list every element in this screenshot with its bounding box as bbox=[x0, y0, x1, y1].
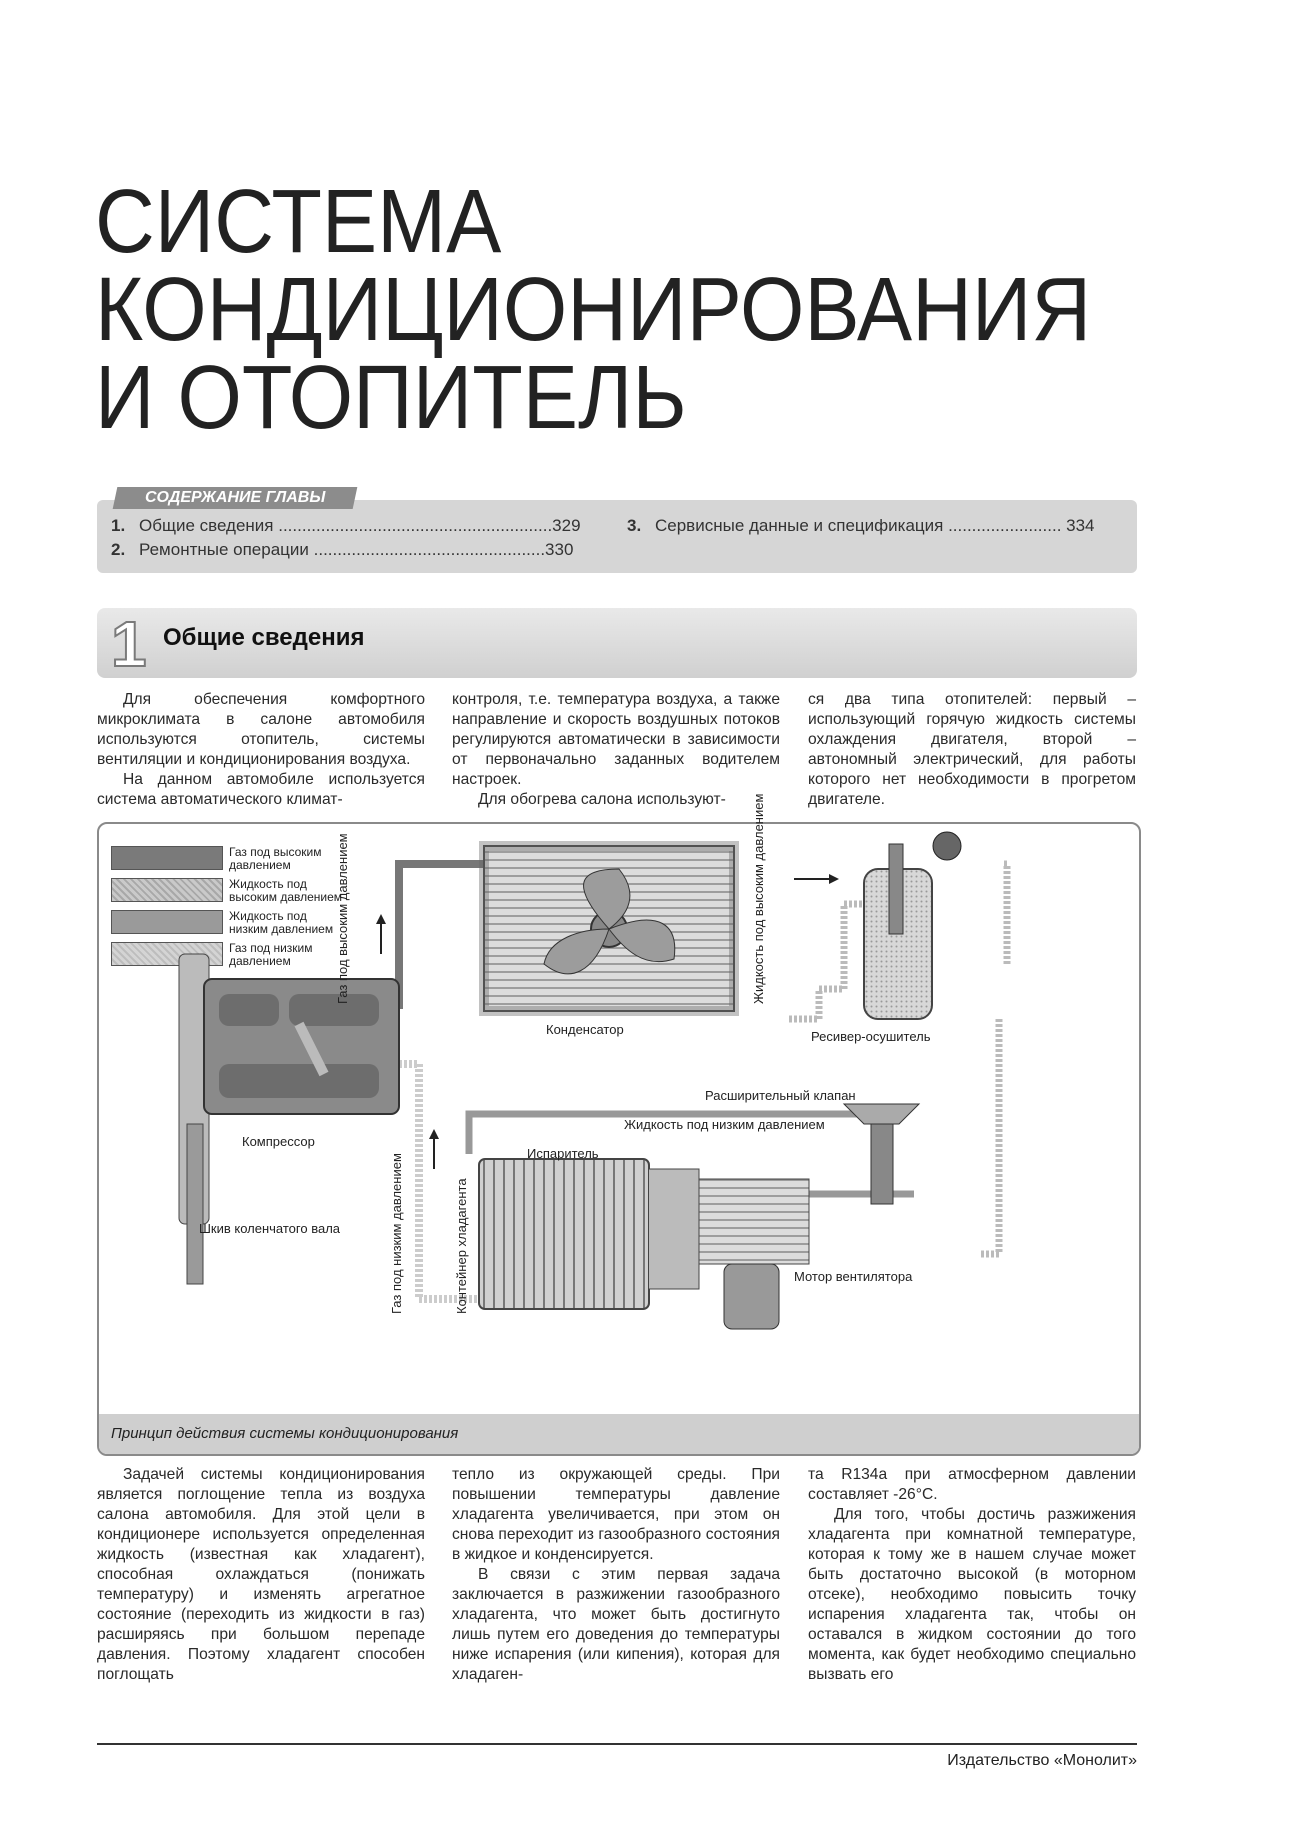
footer-rule bbox=[97, 1743, 1137, 1745]
label-liquid-low: Жидкость под низким давлением bbox=[624, 1117, 825, 1132]
label-compressor: Компрессор bbox=[242, 1134, 315, 1149]
label-container-vertical: Контейнер хладагента bbox=[454, 1178, 469, 1314]
paragraph: В связи с этим первая задача заключается в разжижении газообразного хладагента, что может быть достигнуто лишь путем его доведения до температуры ниже испарения (или кипения), которая для хладаген- bbox=[452, 1566, 780, 1683]
body-column-3 bbox=[808, 1465, 1136, 1685]
paragraph: ся два типа отопителей: первый – использующий горячую жидкость системы охлаждения двигателя, второй – автономный электрический, для работы которого нет необходимости в прогретом двигателе. bbox=[808, 691, 1136, 808]
contents-heading: СОДЕРЖАНИЕ ГЛАВЫ bbox=[113, 487, 358, 509]
legend-label: Газ под низким давлением bbox=[229, 941, 313, 968]
receiver-dryer bbox=[864, 832, 961, 1019]
intro-column-3 bbox=[808, 690, 1136, 810]
intro-column-2 bbox=[452, 690, 780, 810]
label-pulley: Шкив коленчатого вала bbox=[199, 1221, 341, 1236]
paragraph: та R134a при атмосферном давлении составляет -26°С. bbox=[808, 1466, 1136, 1503]
paragraph: Для обогрева салона используют- bbox=[478, 791, 726, 808]
paragraph: тепло из окружающей среды. При повышении температуры давление хладагента увеличивается, при этом он снова переходит из газообразного состояния в жидкое и конденсируется. bbox=[452, 1466, 780, 1563]
expansion-valve bbox=[844, 1104, 919, 1204]
paragraph: На данном автомобиле используется система автоматического климат- bbox=[97, 771, 425, 808]
legend-label: Газ под высоким давлением bbox=[229, 845, 322, 872]
toc-item-1[interactable]: 1. Общие сведения ..........................................................329 bbox=[111, 516, 581, 535]
chapter-contents bbox=[97, 489, 1137, 573]
label-gas-low-vertical: Газ под низким давлением bbox=[389, 1153, 404, 1314]
publisher-footer: Издательство «Монолит» bbox=[947, 1752, 1137, 1769]
paragraph: контроля, т.е. температура воздуха, а также направление и скорость воздушных потоков регулируются автоматически в зависимости от первоначально заданных водителем настроек. bbox=[452, 691, 780, 788]
body-column-1 bbox=[97, 1465, 425, 1685]
title-line-3: И ОТОПИТЕЛЬ bbox=[95, 348, 687, 448]
label-condenser: Конденсатор bbox=[546, 1022, 624, 1037]
paragraph: Для обеспечения комфортного микроклимата в салоне автомобиля используются отопитель, системы вентиляции и кондиционирования воздуха. bbox=[97, 691, 425, 768]
evaporator bbox=[479, 1159, 809, 1329]
label-receiver: Ресивер-осушитель bbox=[811, 1029, 931, 1044]
section-header bbox=[97, 608, 1137, 678]
intro-column-1 bbox=[97, 690, 425, 810]
section-number: 1 bbox=[111, 608, 147, 680]
toc-item-2[interactable]: 2. Ремонтные операции .................................................330 bbox=[111, 540, 574, 559]
chapter-title bbox=[95, 172, 1178, 448]
paragraph: Для того, чтобы достичь разжижения хладагента при комнатной температуре, которая к тому же в нашем случае может быть достаточно высокой (в моторном отсеке), необходимо повысить точку испарения хладагента так, чтобы он оставался в жидком состоянии до того момента, как будет необходимо специально вызвать его bbox=[808, 1506, 1136, 1683]
title-line-1: СИСТЕМА bbox=[95, 172, 502, 272]
pipe-liquid-high-2 bbox=[1004, 864, 1007, 964]
pipe-receiver-out bbox=[979, 1019, 999, 1254]
legend-label: Жидкость под низким давлением bbox=[229, 909, 334, 936]
toc-item-3[interactable]: 3. Сервисные данные и спецификация ........................ 334 bbox=[627, 516, 1095, 535]
legend-label: Жидкость под высоким давлением bbox=[229, 877, 343, 904]
body-column-2 bbox=[452, 1465, 780, 1685]
label-expansion-valve: Расширительный клапан bbox=[705, 1088, 856, 1103]
section-title: Общие сведения bbox=[163, 624, 365, 651]
condenser bbox=[484, 846, 734, 1011]
figure-caption: Принцип действия системы кондиционирования bbox=[99, 1414, 1139, 1454]
paragraph: Задачей системы кондиционирования является поглощение тепла из воздуха салона автомобиля. Для этой цели в кондиционере используется определенная жидкость (известная как хладагент), способная охлаждаться (понижать температуру) и изменять агрегатное состояние (переходить из жидкости в газ) расширяясь при большом перепаде давления. Поэтому хладагент способен поглощать bbox=[97, 1466, 425, 1683]
diagram-drawing bbox=[99, 824, 1135, 1409]
label-fan-motor: Мотор вентилятора bbox=[794, 1269, 913, 1284]
label-gas-high-vertical: Газ под высоким давлением bbox=[335, 833, 350, 1004]
label-liquid-high-vertical: Жидкость под высоким давлением bbox=[751, 793, 766, 1004]
title-line-2: КОНДИЦИОНИРОВАНИЯ bbox=[95, 260, 1092, 360]
label-evaporator: Испаритель bbox=[527, 1146, 599, 1161]
